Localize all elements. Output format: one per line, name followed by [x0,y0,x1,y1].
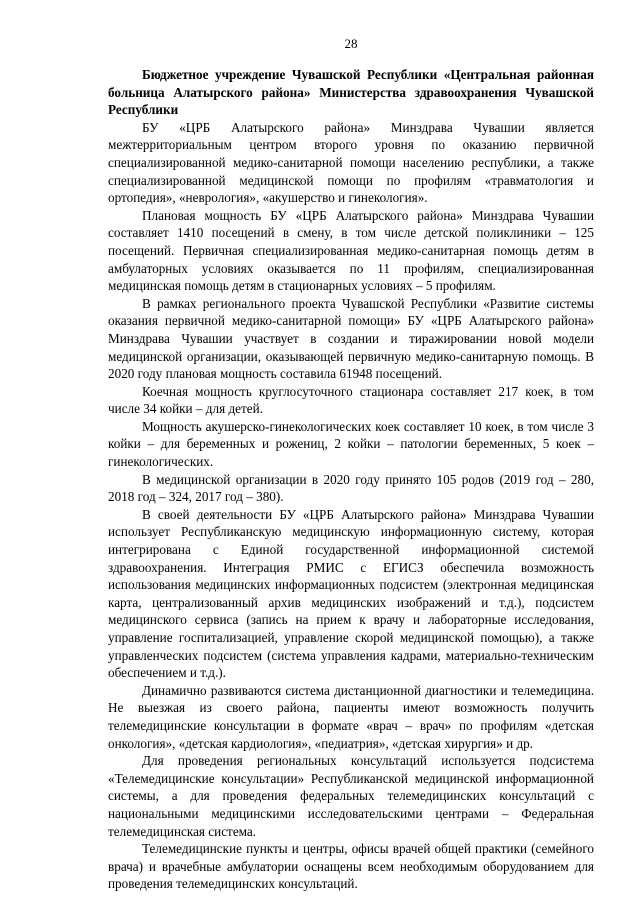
document-page [108,36,594,896]
paragraph-3: В рамках регионального проекта Чувашской Республики «Развитие системы оказания первичной медико-санитарной помощи» БУ «ЦРБ Алатырского района» Минздрава Чувашии участвует в создании и тиражировании новой модели медицинской организации, оказывающей первичную медико-санитарную помощь. В 2020 году плановая мощность составила 61948 посещений. [108,295,594,382]
paragraph-9: Для проведения региональных консультаций используется подсистема «Телемедицинские консультации» Республиканской медицинской информационной системы, а для проведения федеральных телемедицинских консультаций с национальными медицинскими исследовательскими центрами – Федеральная телемедицинская система. [108,753,594,839]
section-heading: Бюджетное учреждение Чувашской Республики «Центральная районная больница Алатырского района» Министерства здравоохранения Чувашской Республики [108,67,594,118]
paragraph-10: Телемедицинские пункты и центры, офисы врачей общей практики (семейного врача) и врачебные амбулатории оснащены всем необходимым оборудованием для проведения телемедицинских консультаций. [108,841,594,892]
paragraph-2: Плановая мощность БУ «ЦРБ Алатырского района» Минздрава Чувашии составляет 1410 посещений в смену, в том числе детской поликлиники – 125 посещений. Первичная специализированная медико-санитарная помощь детям в амбулаторных условиях оказывается по 11 профилям, специализированная медицинская помощь детям в стационарных условиях – 5 профилям. [108,207,594,294]
paragraph-5: Мощность акушерско-гинекологических коек составляет 10 коек, в том числе 3 койки – для беременных и рожениц, 2 койки – патологии беременных, 5 коек – гинекологических. [108,418,594,470]
paragraph-6: В медицинской организации в 2020 году принято 105 родов (2019 год – 280, 2018 год – 324, 2017 год – 380). [108,471,594,505]
paragraph-4: Коечная мощность круглосуточного стационара составляет 217 коек, в том числе 34 койки – для детей. [108,383,594,417]
paragraph-8: Динамично развиваются система дистанционной диагностики и телемедицина. Не выезжая из своего района, пациенты имеют возможность получить телемедицинские консультации в формате «врач – врач» по профилям «детская онкология», «детская кардиология», «педиатрия», «детская хирургия» и др. [108,682,594,751]
paragraph-1: БУ «ЦРБ Алатырского района» Минздрава Чувашии является межтерриториальным центром второго уровня по оказанию первичной специализированной медико-санитарной помощи населению республики, а также специализированной медицинской помощи по профилям «травматология и ортопедия», «неврология», «акушерство и гинекология». [108,119,594,206]
paragraph-7: В своей деятельности БУ «ЦРБ Алатырского района» Минздрава Чувашии использует Республиканскую медицинскую информационную систему, которая интегрирована с Единой государственной информационной системой здравоохранения. Интеграция РМИС с ЕГИСЗ обеспечила возможность использования медицинских информационных подсистем (электронная медицинская карта, централизованный архив медицинских изображений и т.д.), подсистем медицинского сервиса (запись на прием к врачу и лабораторные исследования, управление госпитализацией, управление скорой медицинской помощью), а также управленческих подсистем (система управления кадрами, материально-техническим обеспечением и т.д.). [108,506,594,681]
page-number: 28 [344,36,358,51]
